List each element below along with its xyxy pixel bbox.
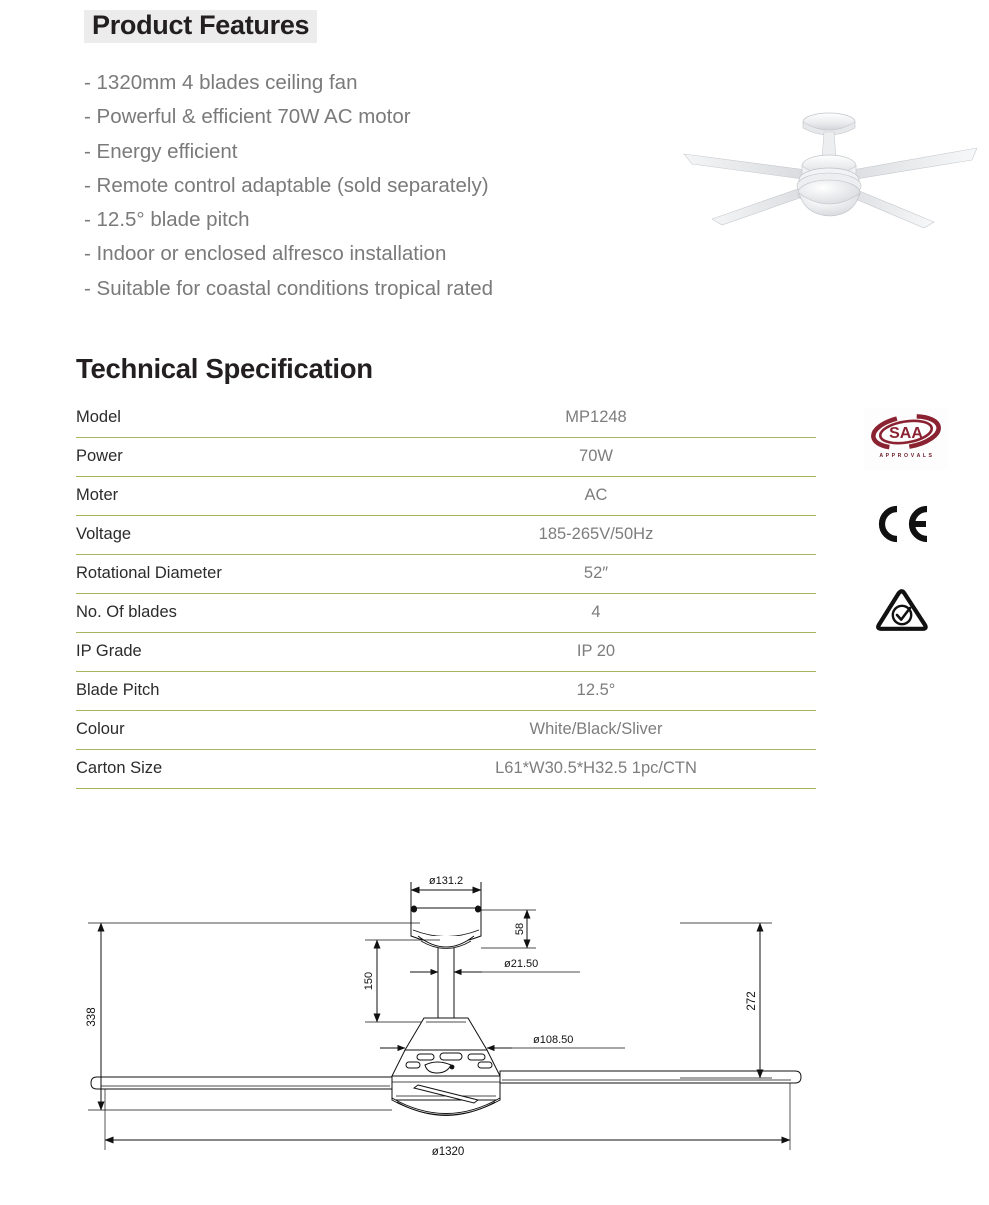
spec-label: No. Of blades: [76, 593, 376, 632]
ceiling-fan-photo-svg: [672, 92, 989, 270]
ce-mark-icon: [870, 503, 932, 550]
spec-label: Colour: [76, 710, 376, 749]
ceiling-fan-dimension-drawing: [0, 850, 989, 1200]
feature-item: - Powerful & efficient 70W AC motor: [84, 105, 411, 129]
spec-label: Voltage: [76, 515, 376, 554]
table-row: [76, 749, 816, 788]
saa-sublabel: A P P R O V A L S: [879, 453, 933, 459]
technical-specification-table: [76, 398, 816, 789]
spec-value: 70W: [376, 437, 816, 476]
feature-item: - 12.5° blade pitch: [84, 208, 250, 232]
technical-drawing: [0, 850, 989, 1200]
table-row: [76, 554, 816, 593]
table-row: [76, 515, 816, 554]
dim-sweep-diameter: ø1320: [431, 1146, 465, 1158]
table-row: [76, 437, 816, 476]
spec-value: 4: [376, 593, 816, 632]
feature-item: - Suitable for coastal conditions tropical rated: [84, 276, 494, 300]
saa-label: SAA: [889, 425, 923, 442]
spec-label: Rotational Diameter: [76, 554, 376, 593]
spec-label: Model: [76, 398, 376, 437]
saa-approvals-icon: [864, 408, 948, 475]
spec-value: AC: [376, 476, 816, 515]
feature-item: - Indoor or enclosed alfresco installation: [84, 242, 447, 266]
dim-motor-top-diameter: ø108.50: [533, 1034, 574, 1046]
spec-value: 52″: [376, 554, 816, 593]
feature-item: - 1320mm 4 blades ceiling fan: [84, 71, 358, 94]
spec-label: Power: [76, 437, 376, 476]
spec-value: IP 20: [376, 632, 816, 671]
dim-canopy-height: 58: [514, 922, 526, 936]
dim-overall-height: 338: [86, 1007, 98, 1027]
table-row: [76, 710, 816, 749]
feature-item: - Remote control adaptable (sold separately): [84, 173, 489, 197]
product-features-heading: Product Features: [84, 10, 317, 43]
technical-specification-heading: Technical Specification: [76, 353, 373, 384]
spec-value: 185-265V/50Hz: [376, 515, 816, 554]
dim-downrod-diameter: ø21.50: [504, 958, 539, 970]
dim-blade-to-ceiling: 272: [746, 991, 758, 1011]
spec-value: L61*W30.5*H32.5 1pc/CTN: [376, 749, 816, 788]
dim-downrod-length: 150: [363, 971, 375, 991]
feature-item: - Energy efficient: [84, 139, 238, 163]
rcm-tick-mark-icon: [876, 588, 928, 639]
product-features-list: [84, 66, 493, 306]
spec-value: White/Black/Sliver: [376, 710, 816, 749]
spec-label: Moter: [76, 476, 376, 515]
spec-label: Blade Pitch: [76, 671, 376, 710]
table-row: [76, 671, 816, 710]
product-photo: [672, 92, 989, 270]
spec-label: Carton Size: [76, 749, 376, 788]
table-row: [76, 632, 816, 671]
table-row: [76, 398, 816, 437]
spec-value: 12.5°: [376, 671, 816, 710]
spec-value: MP1248: [376, 398, 816, 437]
dim-canopy-diameter: ø131.2: [428, 875, 464, 887]
spec-label: IP Grade: [76, 632, 376, 671]
table-row: [76, 476, 816, 515]
table-row: [76, 593, 816, 632]
